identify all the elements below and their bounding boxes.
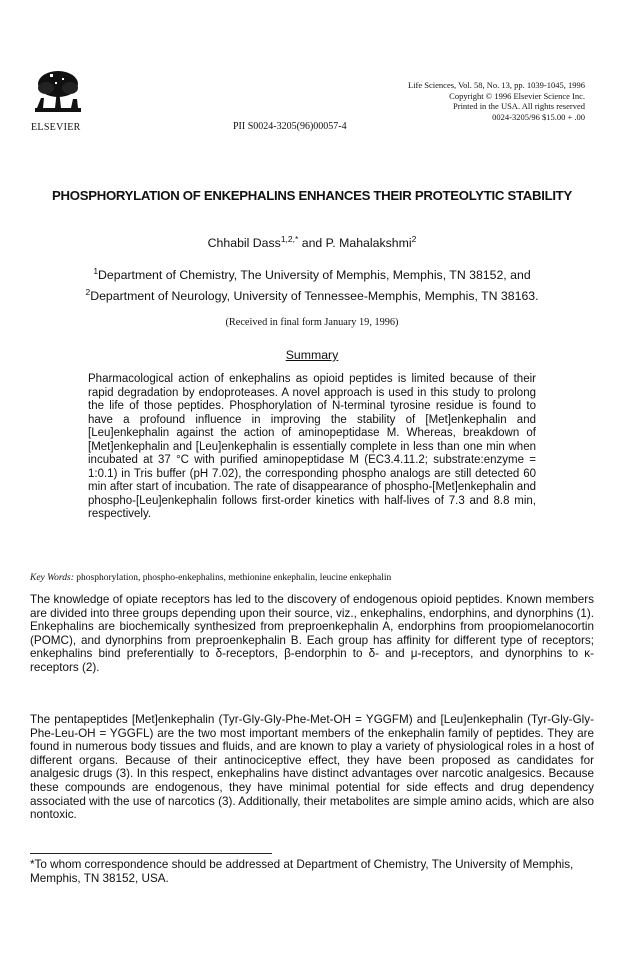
author-list [40,234,584,250]
author-name: Chhabil Dass [207,236,281,251]
footnote: *To whom correspondence should be addressed at Department of Chemistry, The University of Memphis, Memphis, TN 38152, USA. [30,858,574,885]
citation-line: Life Sciences, Vol. 58, No. 13, pp. 1039-1045, 1996 [408,80,585,90]
affiliation [30,284,594,305]
affiliation-text: Department of Chemistry, The University of Memphis, Memphis, TN 38152, and [98,268,531,283]
affiliation [30,263,594,284]
author-affiliation-mark: 1,2,* [280,234,299,244]
affiliation-mark: 2 [85,287,91,298]
received-date: (Received in final form January 19, 1996) [225,317,399,328]
keywords [30,573,596,583]
summary-heading: Summary [285,348,339,362]
citation-line: 0024-3205/96 $15.00 + .00 [492,111,585,122]
journal-citation [265,80,585,122]
affiliation-text: Department of Neurology, University of Tennessee-Memphis, Memphis, TN 38163. [90,289,539,304]
body-paragraph: The knowledge of opiate receptors has led to the discovery of endogenous opioid peptides. Known members are divided into three groups depending upon their source, viz., enkephalins, endorphins, and dynorphins (1). Enkephalins are biochemically synthesized from preproenkephalin A, endorphins from proopiomelanocortin (POMC), and dynorphins from preproenkephalin B. Each group has affinity for different type of receptors; enkephalins bind preferentially to δ-receptors, β-endorphin to δ- and μ-receptors, and dynorphins to κ-receptors (2). [30,593,594,674]
pii-code: PII S0024-3205(96)00057-4 [233,121,347,132]
citation-line: Copyright © 1996 Elsevier Science Inc. [449,90,585,101]
keywords-text: phosphorylation, phospho-enkephalins, methionine enkephalin, leucine enkephalin [73,573,392,583]
author-separator: and [298,236,326,251]
keywords-label: Key Words: [30,573,74,583]
footnote-divider [30,853,272,854]
publisher-name: ELSEVIER [31,122,81,133]
affiliations [30,263,594,305]
author-name: P. Mahalakshmi [325,236,412,251]
elsevier-logo [31,68,85,116]
body-paragraph: The pentapeptides [Met]enkephalin (Tyr-Gly-Gly-Phe-Met-OH = YGGFM) and [Leu]enkephalin (Tyr-Gly-Gly-Phe-Leu-OH = YGGFL) are the two most important members of the enkephalin family of peptides. They are found in numerous body tissues and fluids, and are known to play a variety of physiological roles in a host of different organs. Because of their antinociceptive effect, they have been proposed as candidates for analgesic drugs (3). In this respect, enkephalins have distinct advantages over narcotic analgesics. Because these compounds are endogenous, they have minimal potential for side effects and drug dependency associated with the use of narcotics (3). Additionally, their metabolites are simple amino acids, which are also nontoxic. [30,713,594,822]
author-affiliation-mark: 2 [411,234,417,244]
citation-line: Printed in the USA. All rights reserved [453,101,585,112]
paper-title: PHOSPHORYLATION OF ENKEPHALINS ENHANCES THEIR PROTEOLYTIC STABILITY [52,188,572,203]
abstract-text: Pharmacological action of enkephalins as opioid peptides is limited because of their rapid degradation by endoproteases. A novel approach is used in this study to prolong the life of those peptides. Phosphorylation of N-terminal tyrosine residue is found to have a profound influence in improving the stability of [Met]enkephalin and [Leu]enkephalin against the action of aminopeptidase M. Whereas, breakdown of [Met]enkephalin and [Leu]enkephalin is essentially complete in less than one min when incubated at 37 °C with purified aminopeptidase M (EC3.4.11.2; substrate:enzyme = 1:0.1) in Tris buffer (pH 7.02), the corresponding phospho analogs are still detected 60 min after start of incubation. The rate of disappearance of phospho-[Met]enkephalin and phospho-[Leu]enkephalin follows first-order kinetics with half-lives of 7.3 and 8.8 min, respectively. [88,373,536,520]
affiliation-mark: 1 [93,266,99,276]
